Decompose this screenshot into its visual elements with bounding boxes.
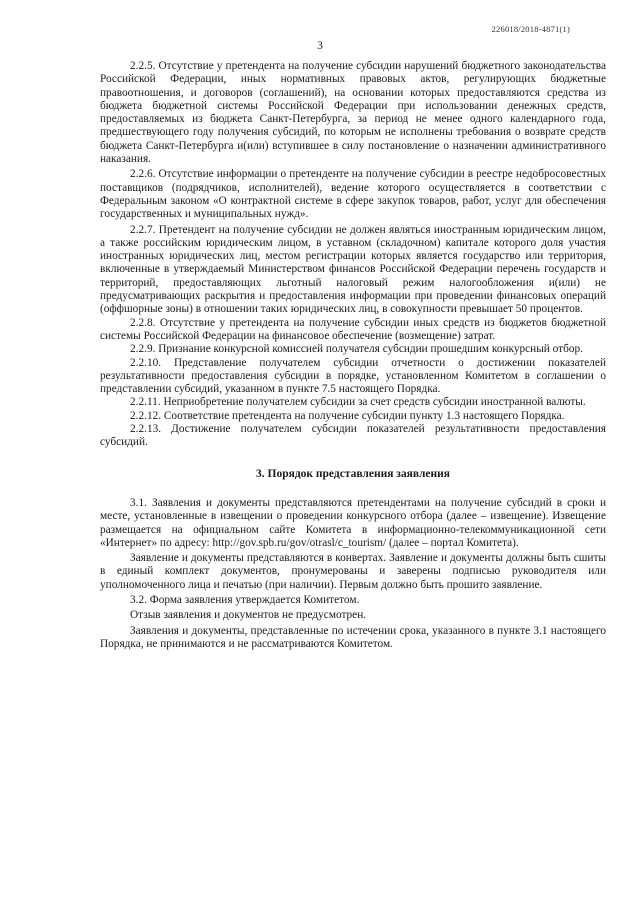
- document-body: [100, 60, 606, 651]
- paragraph-2-2-11: 2.2.11. Неприобретение получателем субсидии за счет средств субсидии иностранной валюты.: [130, 396, 586, 409]
- paragraph-2-2-6: 2.2.6. Отсутствие информации о претенденте на получение субсидии в реестре недобросовестных поставщиков (подрядчиков, исполнителей), ведение которого осуществляется в соответствии с Федеральным законом «О контрактной системе в сфере закупок товаров, работ, услуг для обеспечения государственных и муниципальных нужд».: [100, 168, 606, 221]
- paragraph-2-2-13: 2.2.13. Достижение получателем субсидии показателей результативности предоставления субсидий.: [100, 423, 606, 449]
- paragraph-2-2-8: 2.2.8. Отсутствие у претендента на получение субсидии иных средств из бюджетов бюджетной системы Российской Федерации на финансовое обеспечение (возмещение) затрат.: [100, 316, 606, 342]
- paragraph-3-2: 3.2. Форма заявления утверждается Комитетом.: [130, 593, 360, 606]
- page-number: 3: [317, 40, 323, 52]
- paragraph-2-2-9: 2.2.9. Признание конкурсной комиссией получателя субсидии прошедшим конкурсный отбор.: [130, 343, 583, 356]
- paragraph-2-2-7: 2.2.7. Претендент на получение субсидии не должен являться иностранным юридическим лицом, а также российским юридическим лицом, в уставном (складочном) капитале которого доля участия иностранных юридических лиц, местом регистрации которых является государство или территория, включенные в утверждаемый Министерством финансов Российской Федерации перечень государств и территорий, предоставляющих льготный налоговый режим налогообложения и(или) не предусматривающих раскрытия и предоставления информации при проведении финансовых операций (оффшорные зоны) в отношении таких юридических лиц, в совокупности превышает 50 процентов.: [100, 223, 606, 316]
- section-title: 3. Порядок представления заявления: [256, 467, 450, 480]
- paragraph-2-2-10: 2.2.10. Представление получателем субсидии отчетности о достижении показателей результативности предоставления субсидии в порядке, установленном Комитетом в соглашении о представлении субсидий, указанном в пункте 7.5 настоящего Порядка.: [100, 356, 606, 396]
- paragraph-2-2-12: 2.2.12. Соответствие претендента на получение субсидии пункту 1.3 настоящего Порядка.: [130, 409, 565, 422]
- document-id: 226018/2018-4871(1): [491, 24, 570, 34]
- paragraph-2-2-5: 2.2.5. Отсутствие у претендента на получение субсидии нарушений бюджетного законодательства Российской Федерации, иных нормативных правовых актов, регулирующих бюджетные правоотношения, и договоров (соглашений), на основании которых предоставляются средства из бюджета бюджетной системы Российской Федерации при использовании денежных средств, предоставляемых из бюджета Санкт-Петербурга, за период не менее одного календарного года, предшествующего году получения субсидий, по которым не исполнены требования о возврате средств бюджета Санкт-Петербурга и(или) вступившее в силу постановление о назначении административного наказания.: [100, 60, 606, 166]
- paragraph-withdrawal: Отзыв заявления и документов не предусмотрен.: [130, 609, 367, 622]
- paragraph-envelopes: Заявление и документы представляются в конвертах. Заявление и документы должны быть сшиты в единый комплект документов, пронумерованы и заверены подписью руководителя или уполномоченного лица и печатью (при наличии). Первым должно быть прошито заявление.: [100, 552, 606, 591]
- paragraph-3-1: 3.1. Заявления и документы представляются претендентами на получение субсидий в сроки и месте, установленные в извещении о проведении конкурсного отбора (далее – извещение). Извещение размещается на официальном сайте Комитета в информационно-телекоммуникационной сети «Интернет» по адресу: http://gov.spb.ru/gov/otrasl/c_tourism/ (далее – портал Комитета).: [100, 496, 606, 549]
- paragraph-late-submission: Заявления и документы, представленные по истечении срока, указанного в пункте 3.1 настоящего Порядка, не принимаются и не рассматриваются Комитетом.: [100, 624, 606, 650]
